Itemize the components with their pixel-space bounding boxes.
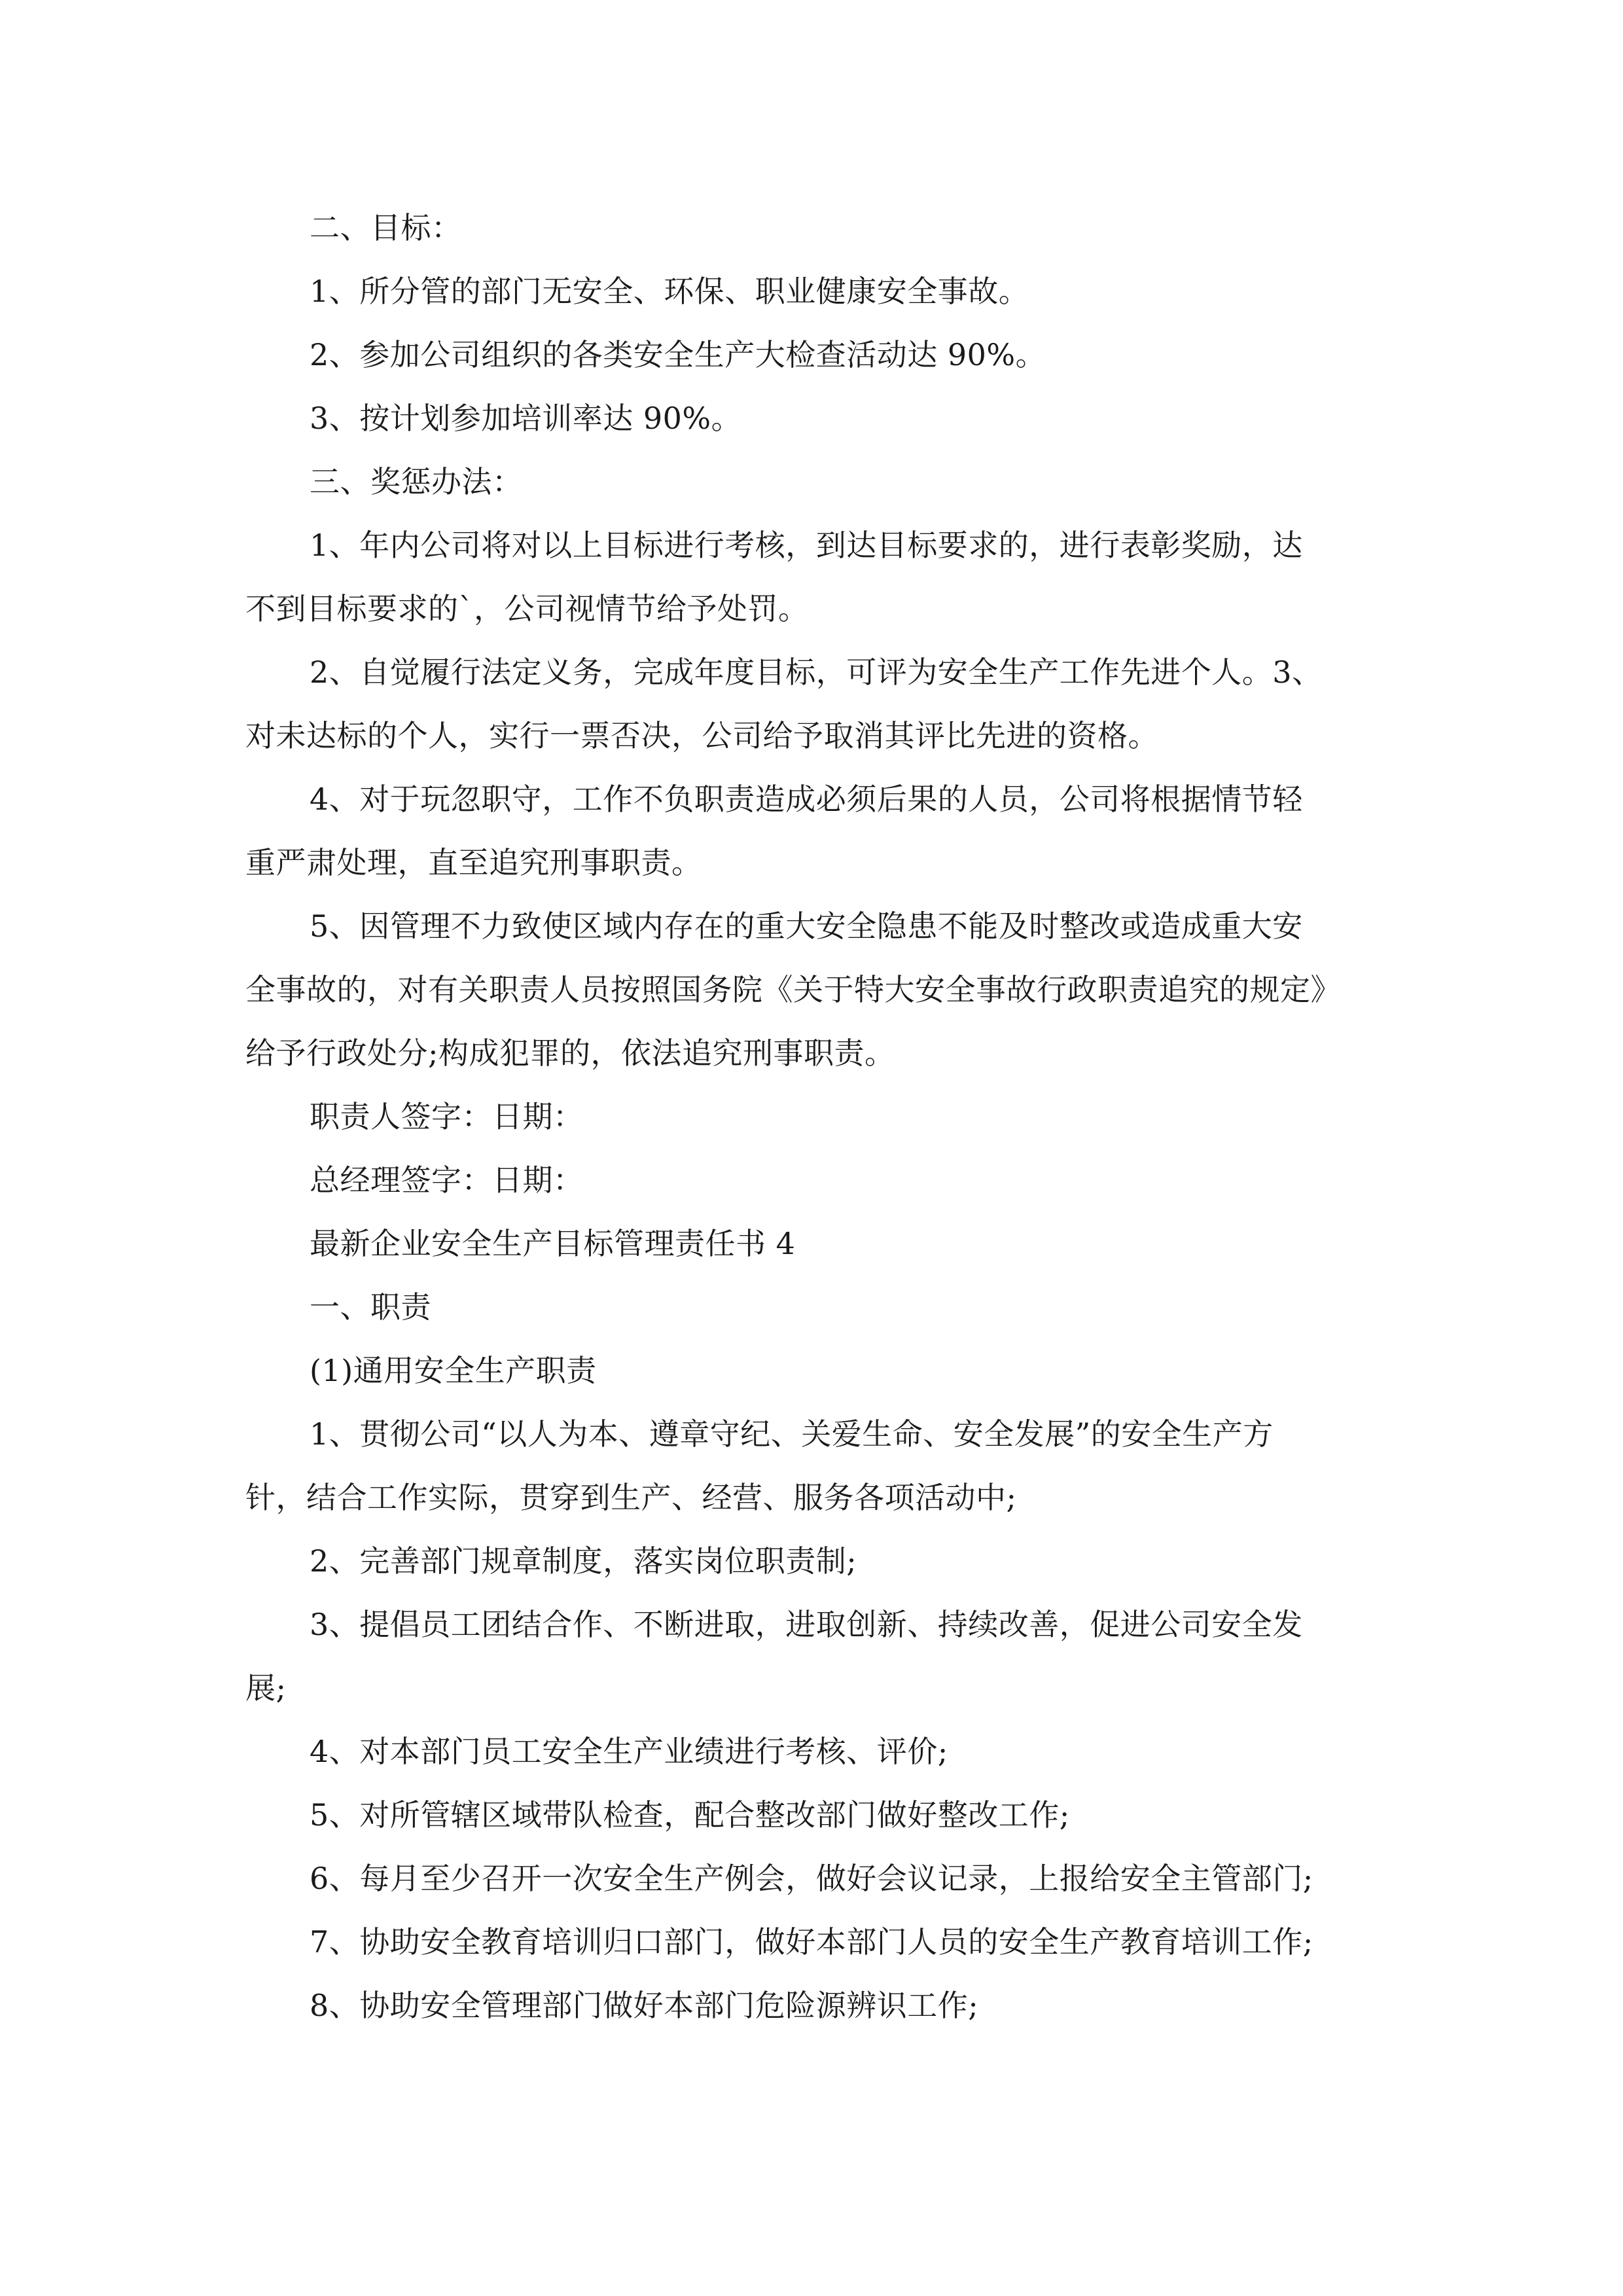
goal-item-1: 1、所分管的部门无安全、环保、职业健康安全事故。 (310, 274, 1029, 309)
paragraph-line: 重严肃处理，直至追究刑事职责。 (245, 845, 702, 880)
document-body (245, 196, 1391, 2037)
paragraph-line: 不到目标要求的`，公司视情节给予处罚。 (245, 591, 809, 626)
section-heading-rewards: 三、奖惩办法： (310, 464, 523, 499)
paragraph-line: 3、提倡员工团结合作、不断进取，进取创新、持续改善，促进公司安全发 (310, 1607, 1303, 1642)
goal-item-2: 2、参加公司组织的各类安全生产大检查活动达 90%。 (310, 337, 1046, 372)
duty-item-4: 4、对本部门员工安全生产业绩进行考核、评价; (310, 1734, 948, 1769)
duty-item-6: 6、每月至少召开一次安全生产例会，做好会议记录，上报给安全主管部门; (310, 1861, 1313, 1896)
responsible-person-signature: 职责人签字：日期： (310, 1099, 584, 1134)
paragraph-line: 对未达标的个人，实行一票否决，公司给予取消其评比先进的资格。 (245, 718, 1158, 753)
reward-item-2 (245, 641, 1391, 768)
paragraph-line: 1、贯彻公司“以人为本、遵章守纪、关爱生命、安全发展”的安全生产方 (310, 1416, 1274, 1452)
paragraph-line: 展; (245, 1670, 287, 1706)
duty-item-8: 8、协助安全管理部门做好本部门危险源辨识工作; (310, 1988, 979, 2023)
duty-item-5: 5、对所管辖区域带队检查，配合整改部门做好整改工作; (310, 1797, 1070, 1833)
paragraph-line: 1、年内公司将对以上目标进行考核，到达目标要求的，进行表彰奖励，达 (310, 528, 1303, 563)
paragraph-line: 4、对于玩忽职守，工作不负职责造成必须后果的人员，公司将根据情节轻 (310, 781, 1303, 817)
duty-item-1 (245, 1403, 1391, 1530)
reward-item-4 (245, 768, 1391, 895)
duty-item-2: 2、完善部门规章制度，落实岗位职责制; (310, 1543, 857, 1579)
general-manager-signature: 总经理签字：日期： (310, 1162, 584, 1198)
paragraph-line: 2、自觉履行法定义务，完成年度目标，可评为安全生产工作先进个人。3、 (310, 655, 1323, 690)
subsection-heading-general-duties: (1)通用安全生产职责 (310, 1353, 597, 1388)
section-heading-duties: 一、职责 (310, 1289, 431, 1325)
paragraph-line: 全事故的，对有关职责人员按照国务院《关于特大安全事故行政职责追究的规定》 (245, 972, 1341, 1007)
duty-item-7: 7、协助安全教育培训归口部门，做好本部门人员的安全生产教育培训工作; (310, 1924, 1313, 1960)
reward-item-1 (245, 514, 1391, 641)
paragraph-line: 5、因管理不力致使区域内存在的重大安全隐患不能及时整改或造成重大安 (310, 908, 1303, 944)
paragraph-line: 给予行政处分;构成犯罪的，依法追究刑事职责。 (245, 1035, 895, 1071)
goal-item-3: 3、按计划参加培训率达 90%。 (310, 401, 742, 436)
document-section-title: 最新企业安全生产目标管理责任书 4 (310, 1226, 796, 1261)
duty-item-3 (245, 1593, 1391, 1720)
section-heading-goals: 二、目标： (310, 210, 462, 245)
reward-item-5 (245, 895, 1391, 1085)
paragraph-line: 针，结合工作实际，贯穿到生产、经营、服务各项活动中; (245, 1480, 1017, 1515)
